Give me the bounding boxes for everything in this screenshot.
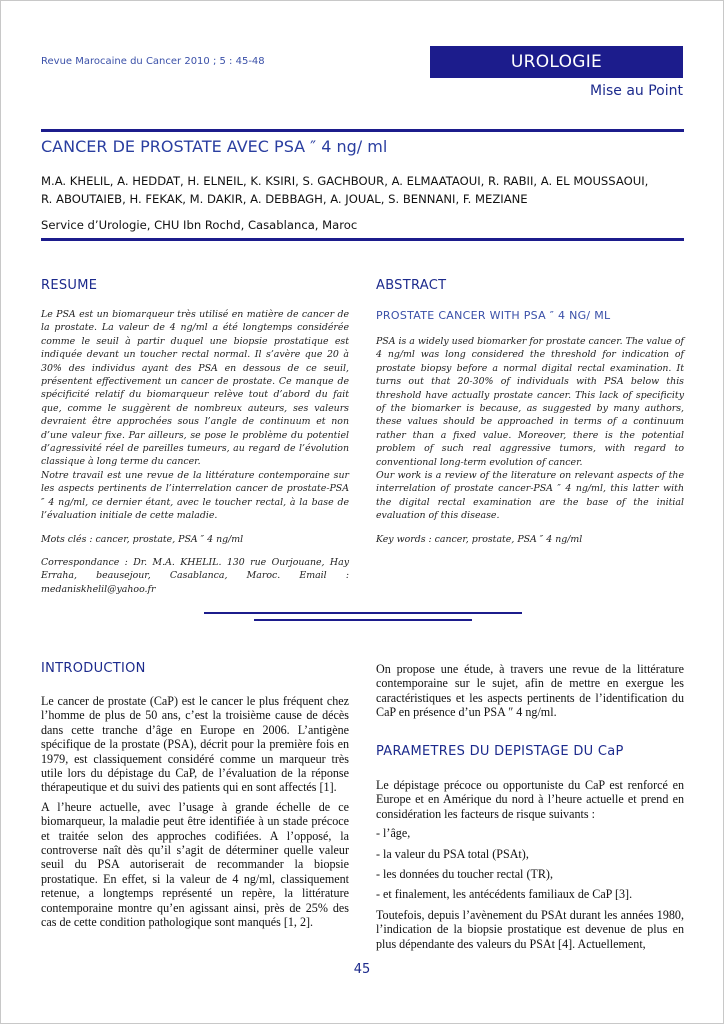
abstract-subheading: PROSTATE CANCER WITH PSA ″ 4 NG/ ML	[376, 309, 611, 322]
resume-keywords: Mots clés : cancer, prostate, PSA ″ 4 ng/ml	[41, 533, 244, 545]
affiliation: Service d’Urologie, CHU Ibn Rochd, Casablanca, Maroc	[41, 218, 358, 232]
abstract-paragraph-1: PSA is a widely used biomarker for prostate cancer. The value of 4 ng/ml was long considered the threshold for indication of prostate biopsy before a normal digital rectal examination. It turns out that 20-30% of individuals with PSA below this threshold have actually prostate cancer. This lack of specificity of the biomarker is because, as suggested by many authors, these values should be approached in terms of a continuum rather than a fixed value. Moreover, there is the potential problem of such real aggressive tumors, with regard to conventional long-term evolution of cancer.	[376, 336, 684, 468]
introduction-paragraph-1: Le cancer de prostate (CaP) est le cancer le plus fréquent chez l’homme de plus de 50 ans, c’est la troisième cause de décès dans cette tranche d’âge en Europe en 2006. L’antigène spécifique de la prostate (PSA), décrit pour la première fois en 1979, est classiquement considéré comme un marqueur très utile lors du dépistage du CaP, de l’évaluation de la réponse thérapeutique et du suivi des patients qui en sont affectés [1].	[41, 694, 349, 795]
resume-body	[41, 308, 349, 596]
authors-line-1: M.A. KHELIL, A. HEDDAT, H. ELNEIL, K. KSIRI, S. GACHBOUR, A. ELMAATAOUI, R. RABII, A. EL MOUSSAOUI,	[41, 174, 649, 188]
abstract-heading: ABSTRACT	[376, 278, 447, 293]
introduction-continued	[376, 662, 684, 725]
article-type: Mise au Point	[590, 83, 683, 99]
section-badge: UROLOGIE	[430, 46, 683, 78]
introduction-paragraph-3: On propose une étude, à travers une revue de la littérature contemporaine sur le sujet, afin de mettre en exergue les caractéristiques et les aspects pertinents de l’identification du CaP en présence d’un PSA ″ 4 ng/ml.	[376, 662, 684, 720]
abstract-body	[376, 335, 684, 546]
article-title: CANCER DE PROSTATE AVEC PSA ″ 4 ng/ ml	[41, 137, 388, 156]
introduction-body	[41, 694, 349, 935]
authors-line-2: R. ABOUTAIEB, H. FEKAK, M. DAKIR, A. DEBBAGH, A. JOUAL, S. BENNANI, F. MEZIANE	[41, 192, 528, 206]
page-number: 45	[353, 962, 371, 977]
list-item: - et finalement, les antécédents familiaux de CaP [3].	[376, 887, 633, 902]
introduction-paragraph-2: A l’heure actuelle, avec l’usage à grande échelle de ce biomarqueur, la maladie peut être identifiée à un stade précoce et traitée selon des approches codifiées. A l’opposé, la controverse naît dès qu’il s’agit de déterminer quelle valeur seuil du PSA autoriserait de recommander la biopsie prostatique. En effet, si la valeur de 4 ng/ml, classiquement retenue, a longtemps représenté un repère, la littérature contemporaine montre qu’en agissant ainsi, près de 25% des cas de cette condition pathologique sont manqués [1, 2].	[41, 799, 349, 930]
screening-paragraph-2: Toutefois, depuis l’avènement du PSAt durant les années 1980, l’indication de la biopsie prostatique est devenue de plus en plus dépendante des valeurs du PSAt [4]. Actuellement,	[376, 907, 684, 951]
screening-body	[376, 778, 684, 956]
abstract-paragraph-2: Our work is a review of the literature on relevant aspects of the interrelation of prostate cancer-PSA ″ 4 ng/ml, this latter with the digital rectal examination are the base of the initial evaluation of this disease.	[376, 470, 684, 522]
journal-citation: Revue Marocaine du Cancer 2010 ; 5 : 45-48	[41, 56, 265, 67]
title-rule-top	[41, 129, 684, 132]
screening-heading: PARAMETRES DU DEPISTAGE DU CaP	[376, 744, 624, 759]
abstract-keywords: Key words : cancer, prostate, PSA ″ 4 ng/ml	[376, 533, 583, 545]
list-item: - les données du toucher rectal (TR),	[376, 867, 553, 882]
resume-heading: RESUME	[41, 278, 98, 293]
screening-paragraph-1: Le dépistage précoce ou opportuniste du CaP est renforcé en Europe et en Amérique du nord à l’heure actuelle et prend en considération les facteurs de risque suivants :	[376, 778, 684, 821]
section-separator-2	[254, 619, 472, 621]
section-separator-1	[204, 612, 522, 614]
introduction-heading: INTRODUCTION	[41, 661, 146, 676]
author-list	[41, 172, 689, 208]
list-item: - la valeur du PSA total (PSAt),	[376, 846, 529, 861]
resume-paragraph-2: Notre travail est une revue de la littérature contemporaine sur les aspects pertinents de l’interrelation cancer de prostate-PSA ″ 4 ng/ml, ce dernier étant, avec le toucher rectal, à la base de l’évaluation initiale de cette maladie.	[41, 469, 349, 522]
resume-paragraph-1: Le PSA est un biomarqueur très utilisé en matière de cancer de la prostate. La valeur de 4 ng/ml a été longtemps considérée comme le seuil à partir duquel une biopsie prostatique est indiquée devant un toucher rectal normal. Il s’avère que 20 à 30% des individus ayant des PSA en dessous de ce seuil, présentent effectivement un cancer de prostate. Ce manque de spécificité relatif du biomarqueur relève tout d’abord du fait que, comme le suggèrent de nombreux auteurs, ses valeurs devraient être approchées sous l’angle de continuum et non d’une valeur fixe. Par ailleurs, se pose le problème du potentiel d’agressivité réel de pareilles tumeurs, au regard de l’évolution classique à long terme du cancer.	[41, 309, 349, 468]
list-item: - l’âge,	[376, 826, 411, 841]
correspondence: Correspondance : Dr. M.A. KHELIL. 130 rue Ourjouane, Hay Erraha, beausejour, Casablanca, Maroc. Email : medaniskhelil@yahoo.fr	[41, 556, 349, 595]
title-rule-bottom	[41, 238, 684, 241]
